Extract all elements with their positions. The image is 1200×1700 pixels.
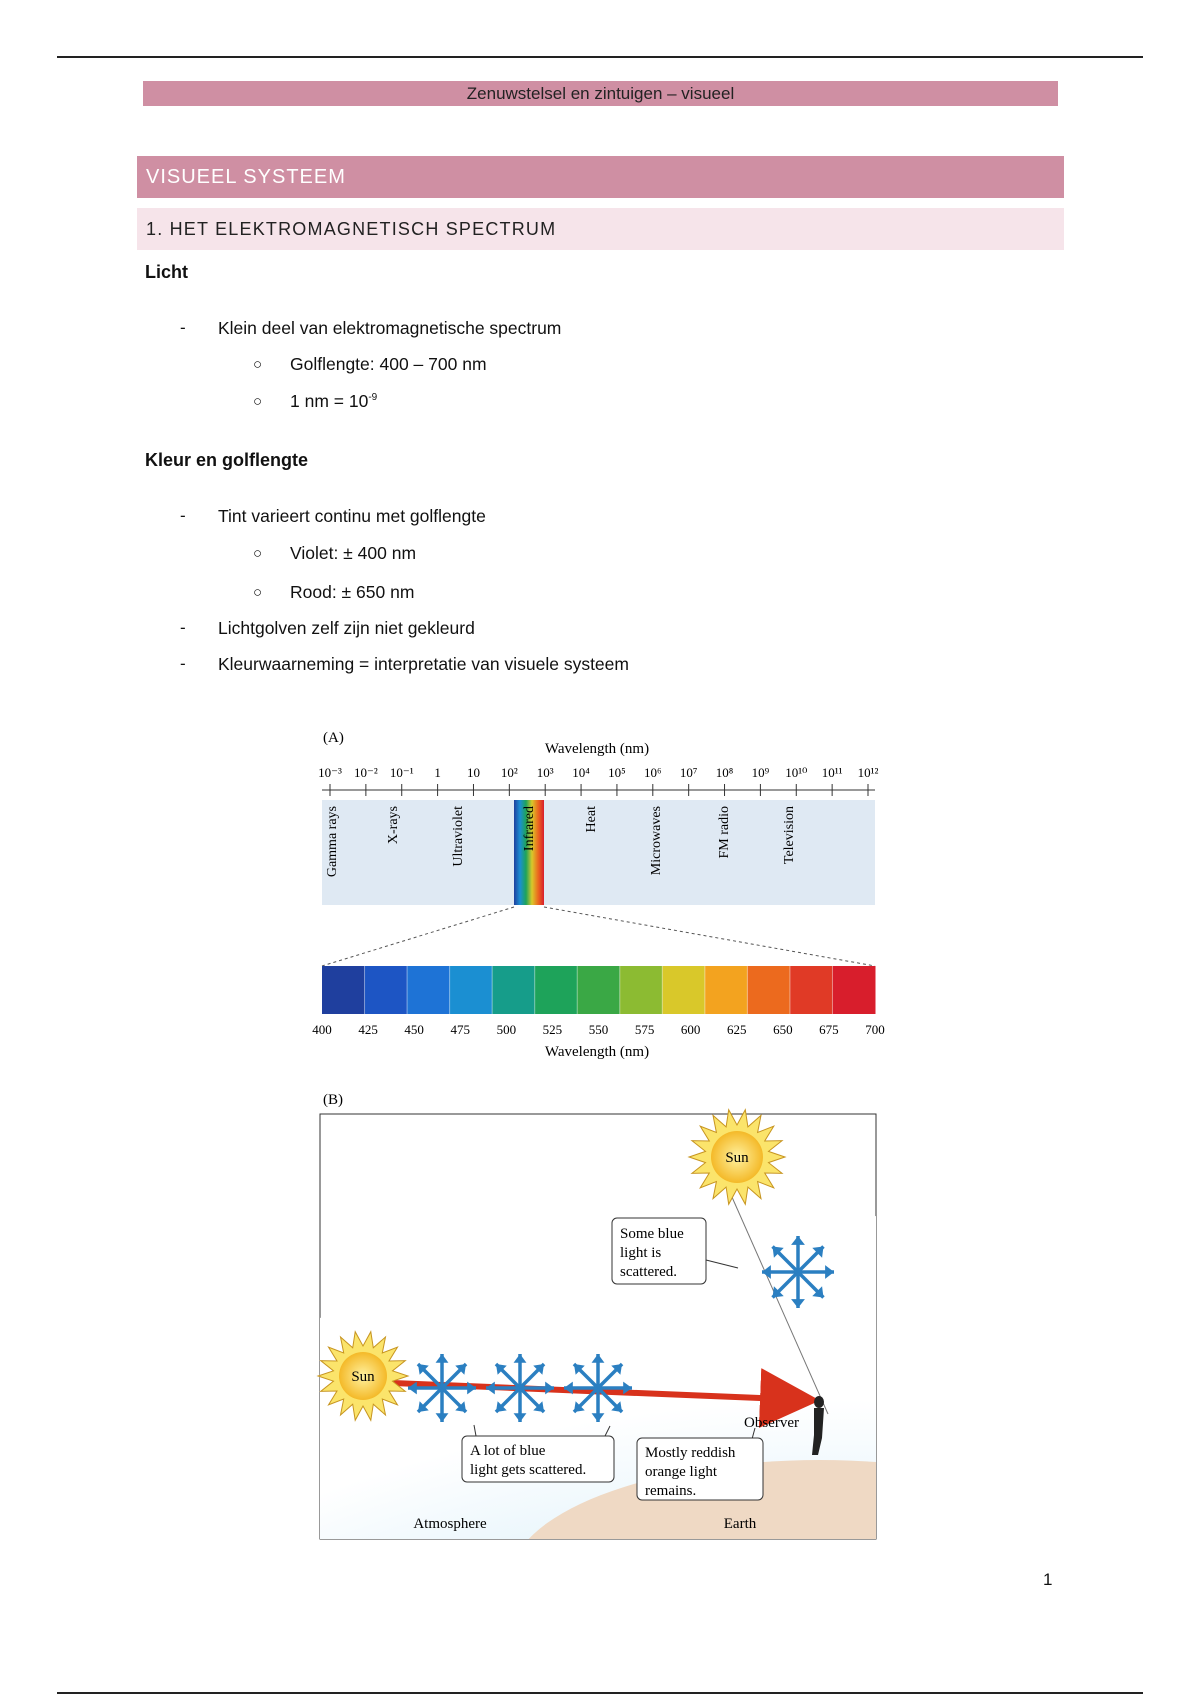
spectrum-segment bbox=[620, 966, 663, 1014]
em-tick-label: 10 bbox=[466, 765, 480, 780]
em-tick-label: 10⁶ bbox=[644, 765, 662, 780]
spectrum-segment bbox=[747, 966, 790, 1014]
figure-svg bbox=[300, 720, 900, 1550]
bullet-circle: ○ bbox=[253, 393, 263, 410]
bottom-rule bbox=[57, 1692, 1143, 1694]
atmosphere-label: Atmosphere bbox=[413, 1516, 487, 1532]
callout-reddish-line: remains. bbox=[645, 1483, 697, 1499]
scatter-star-icon bbox=[408, 1354, 476, 1422]
em-tick-label: 10⁵ bbox=[608, 765, 626, 780]
callout-reddish bbox=[637, 1438, 763, 1500]
visible-tick-label: 525 bbox=[542, 1022, 563, 1037]
em-tick-label: 10¹¹ bbox=[821, 765, 843, 780]
spectrum-segment bbox=[407, 966, 450, 1014]
em-tick-label: 10⁸ bbox=[715, 765, 734, 780]
visible-tick-label: 450 bbox=[404, 1022, 424, 1037]
panel-b-label: (B) bbox=[323, 1092, 343, 1108]
spectrum-segment bbox=[790, 966, 833, 1014]
visible-tick-label: 425 bbox=[358, 1022, 378, 1037]
projection-line-right bbox=[544, 907, 875, 966]
exponent: -9 bbox=[368, 392, 378, 404]
em-scale-ticks bbox=[318, 765, 878, 796]
sub-list-item: Violet: ± 400 nm bbox=[290, 543, 417, 563]
projection-line-left bbox=[322, 907, 514, 966]
callout-some-blue-line: scattered. bbox=[620, 1264, 678, 1280]
spectrum-segment bbox=[535, 966, 578, 1014]
visible-tick-label: 675 bbox=[819, 1022, 839, 1037]
earth-label: Earth bbox=[723, 1516, 757, 1532]
spectrum-segment bbox=[832, 966, 875, 1014]
sub-list-item: Golflengte: 400 – 700 nm bbox=[290, 354, 487, 374]
em-band-label: Infrared bbox=[522, 806, 537, 852]
em-tick-label: 1 bbox=[434, 765, 441, 780]
sun-left-label: Sun bbox=[351, 1369, 375, 1385]
em-tick-label: 10⁴ bbox=[572, 765, 590, 780]
em-tick-label: 10⁻² bbox=[353, 765, 378, 780]
callout-reddish-line: Mostly reddish bbox=[645, 1445, 736, 1461]
em-band-label: Television bbox=[782, 806, 797, 865]
em-tick-label: 10¹⁰ bbox=[785, 765, 808, 780]
em-tick-label: 10¹² bbox=[857, 765, 879, 780]
list-item: Kleurwaarneming = interpretatie van visuele systeem bbox=[218, 654, 629, 674]
callout-lot-blue-line: light gets scattered. bbox=[470, 1462, 587, 1478]
visible-spectrum bbox=[322, 966, 876, 1014]
list-item: Lichtgolven zelf zijn niet gekleurd bbox=[218, 618, 475, 638]
visible-spectrum-ticks bbox=[312, 1022, 885, 1037]
panel-a-label: (A) bbox=[323, 730, 344, 746]
section-title: VISUEEL SYSTEEM bbox=[137, 156, 1064, 198]
bullet-dash: - bbox=[180, 318, 186, 337]
spectrum-figure bbox=[300, 720, 900, 1550]
em-tick-label: 10⁹ bbox=[751, 765, 770, 780]
panel-a-axis-title: Wavelength (nm) bbox=[544, 741, 650, 757]
em-tick-label: 10⁻³ bbox=[318, 765, 342, 780]
scatter-star-icon bbox=[486, 1354, 554, 1422]
bullet-circle: ○ bbox=[253, 584, 263, 601]
em-tick-label: 10⁻¹ bbox=[389, 765, 414, 780]
spectrum-segment bbox=[492, 966, 535, 1014]
observer-label: Observer bbox=[744, 1415, 799, 1431]
spectrum-segment bbox=[662, 966, 705, 1014]
visible-tick-label: 700 bbox=[865, 1022, 885, 1037]
bullet-circle: ○ bbox=[253, 545, 263, 562]
em-band-label: X-rays bbox=[386, 806, 401, 845]
callout-some-blue-line: light is bbox=[620, 1245, 662, 1261]
heading-kleur-en-golflengte: Kleur en golflengte bbox=[145, 450, 309, 470]
em-band-label: FM radio bbox=[717, 806, 732, 859]
list-item: Tint varieert continu met golflengte bbox=[218, 506, 486, 526]
visible-tick-label: 500 bbox=[496, 1022, 517, 1037]
bullet-dash: - bbox=[180, 506, 186, 525]
spectrum-segment bbox=[577, 966, 620, 1014]
subsection-title: 1. HET ELEKTROMAGNETISCH SPECTRUM bbox=[137, 208, 1064, 250]
visible-axis-title: Wavelength (nm) bbox=[544, 1044, 650, 1060]
em-tick-label: 10⁷ bbox=[679, 765, 698, 780]
spectrum-segment bbox=[365, 966, 408, 1014]
scatter-star-icon bbox=[564, 1354, 632, 1422]
visible-tick-label: 625 bbox=[727, 1022, 747, 1037]
list-item: Klein deel van elektromagnetische spectrum bbox=[218, 318, 562, 338]
callout-some-blue-line: Some blue bbox=[620, 1226, 684, 1242]
page-number: 1 bbox=[1043, 1570, 1053, 1589]
visible-tick-label: 600 bbox=[680, 1022, 701, 1037]
em-band-label: Heat bbox=[584, 806, 599, 833]
em-band-label: Microwaves bbox=[649, 806, 664, 876]
callout-reddish-line: orange light bbox=[645, 1464, 718, 1480]
top-rule bbox=[57, 56, 1143, 58]
spectrum-segment bbox=[322, 966, 365, 1014]
visible-tick-label: 650 bbox=[773, 1022, 793, 1037]
visible-tick-label: 475 bbox=[450, 1022, 470, 1037]
callout-lot-blue-line: A lot of blue bbox=[470, 1443, 546, 1459]
scatter-star-icon bbox=[762, 1236, 834, 1308]
em-band-label: Ultraviolet bbox=[451, 806, 466, 867]
document-header: Zenuwstelsel en zintuigen – visueel bbox=[143, 81, 1058, 106]
bullet-dash: - bbox=[180, 618, 186, 637]
em-band-label: Gamma rays bbox=[325, 806, 340, 878]
nm-definition: 1 nm = 10 bbox=[290, 391, 369, 411]
spectrum-segment bbox=[450, 966, 493, 1014]
sub-list-item bbox=[290, 391, 377, 412]
visible-tick-label: 550 bbox=[588, 1022, 609, 1037]
bullet-circle: ○ bbox=[253, 356, 263, 373]
visible-tick-label: 400 bbox=[312, 1022, 332, 1037]
bullet-dash: - bbox=[180, 654, 186, 673]
em-tick-label: 10² bbox=[500, 765, 518, 780]
visible-tick-label: 575 bbox=[634, 1022, 655, 1037]
em-tick-label: 10³ bbox=[536, 765, 554, 780]
heading-licht: Licht bbox=[145, 262, 188, 282]
spectrum-segment bbox=[705, 966, 748, 1014]
sub-list-item: Rood: ± 650 nm bbox=[290, 582, 415, 602]
sun-top-label: Sun bbox=[725, 1150, 749, 1166]
